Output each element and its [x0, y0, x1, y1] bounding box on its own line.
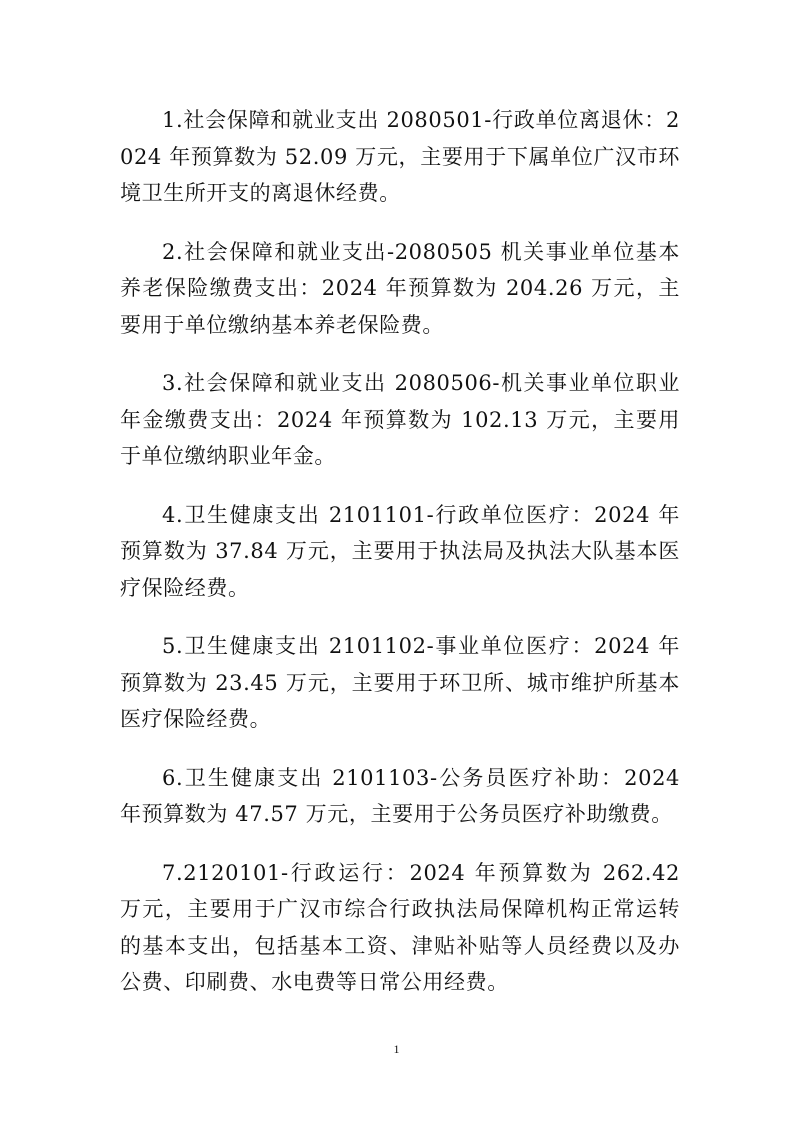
- paragraph-2: 2.社会保障和就业支出-2080505 机关事业单位基本养老保险缴费支出：2024 年预算数为 204.26 万元，主要用于单位缴纳基本养老保险费。: [120, 239, 680, 337]
- paragraph-1: 1.社会保障和就业支出 2080501-行政单位离退休：2024 年预算数为 52.09 万元，主要用于下属单位广汉市环境卫生所开支的离退休经费。: [120, 108, 680, 205]
- paragraph-7: 7.2120101-行政运行：2024 年预算数为 262.42 万元，主要用于广汉市综合行政执法局保障机构正常运转的基本支出，包括基本工资、津贴补贴等人员经费以及办公费、印刷费、水电费等日常公用经费。: [120, 860, 680, 994]
- paragraph-4: 4.卫生健康支出 2101101-行政单位医疗：2024 年预算数为 37.84 万元，主要用于执法局及执法大队基本医疗保险经费。: [120, 502, 680, 600]
- paragraph-6: 6.卫生健康支出 2101103-公务员医疗补助：2024 年预算数为 47.57 万元，主要用于公务员医疗补助缴费。: [120, 765, 680, 826]
- paragraph-5: 5.卫生健康支出 2101102-事业单位医疗：2024 年预算数为 23.45 万元，主要用于环卫所、城市维护所基本医疗保险经费。: [120, 634, 680, 731]
- document-body: [120, 102, 680, 1023]
- page-number: 1: [393, 1042, 400, 1056]
- paragraph-3: 3.社会保障和就业支出 2080506-机关事业单位职业年金缴费支出：2024 年预算数为 102.13 万元，主要用于单位缴纳职业年金。: [120, 371, 680, 468]
